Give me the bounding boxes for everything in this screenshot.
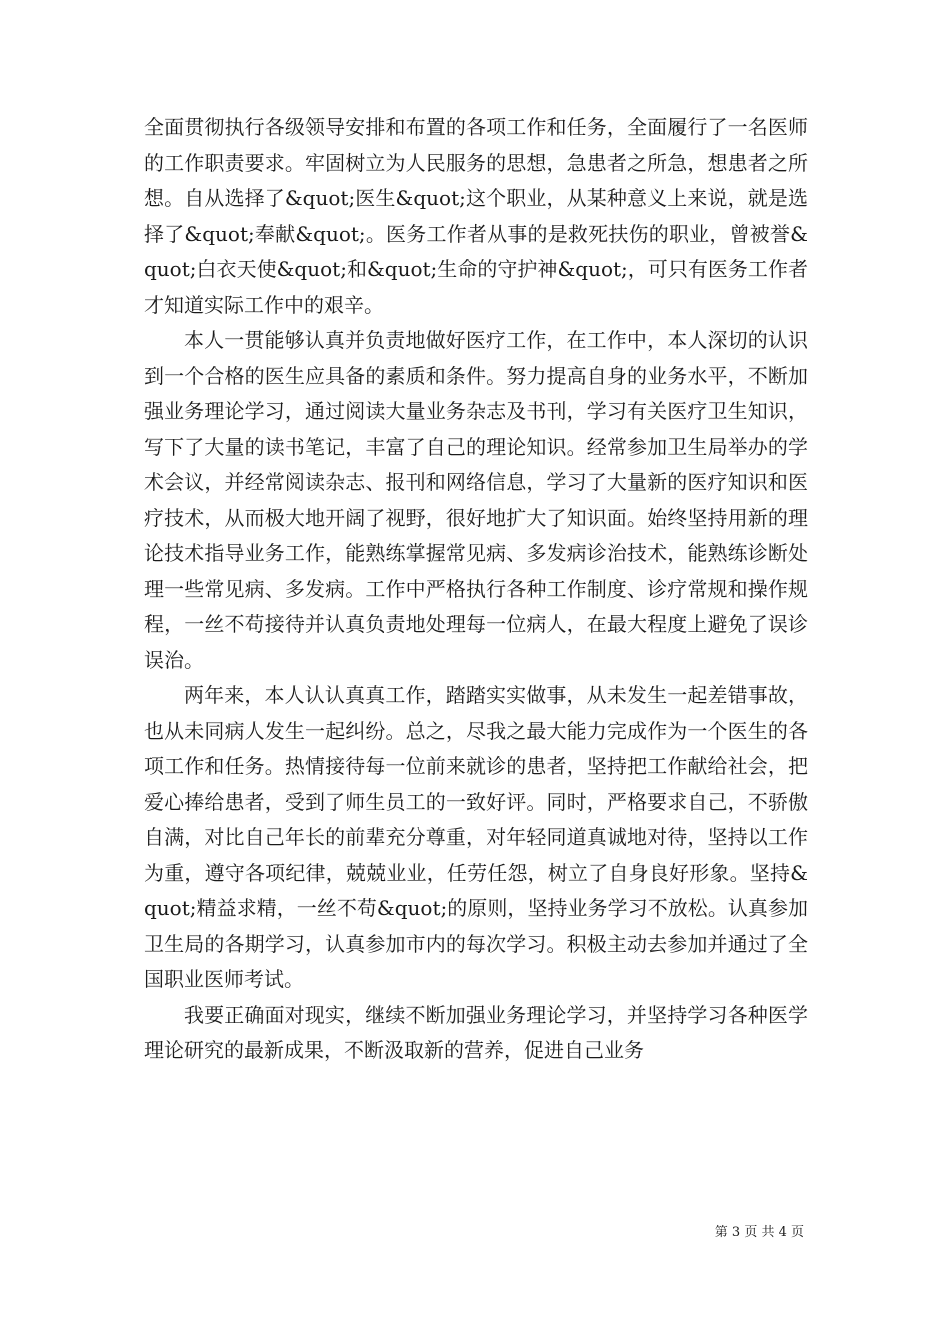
paragraph-2: 本人一贯能够认真并负责地做好医疗工作，在工作中，本人深切的认识到一个合格的医生应具备的素质和条件。努力提高自身的业务水平，不断加强业务理论学习，通过阅读大量业务杂志及书刊，学习有关医疗卫生知识，写下了大量的读书笔记，丰富了自己的理论知识。经常参加卫生局举办的学术会议，并经常阅读杂志、报刊和网络信息，学习了大量新的医疗知识和医疗技术，从而极大地开阔了视野，很好地扩大了知识面。始终坚持用新的理论技术指导业务工作，能熟练掌握常见病、多发病诊治技术，能熟练诊断处理一些常见病、多发病。工作中严格执行各种工作制度、诊疗常规和操作规程，一丝不苟接待并认真负责地处理每一位病人，在最大程度上避免了误诊误治。	[144, 328, 808, 672]
paragraph-3: 两年来，本人认认真真工作，踏踏实实做事，从未发生一起差错事故，也从未同病人发生一起纠纷。总之，尽我之最大能力完成作为一个医生的各项工作和任务。热情接待每一位前来就诊的患者，坚持把工作献给社会，把爱心捧给患者，受到了师生员工的一致好评。同时，严格要求自己，不骄傲自满，对比自己年长的前辈充分尊重，对年轻同道真诚地对待，坚持以工作为重，遵守各项纪律，兢兢业业，任劳任怨，树立了自身良好形象。坚持&quot;精益求精，一丝不苟&quot;的原则，坚持业务学习不放松。认真参加卫生局的各期学习，认真参加市内的每次学习。积极主动去参加并通过了全国职业医师考试。	[144, 683, 808, 991]
document-body	[144, 110, 808, 1069]
paragraph-1: 全面贯彻执行各级领导安排和布置的各项工作和任务，全面履行了一名医师的工作职责要求。牢固树立为人民服务的思想，急患者之所急，想患者之所想。自从选择了&quot;医生&quot;这个职业，从某种意义上来说，就是选择了&quot;奉献&quot;。医务工作者从事的是救死扶伤的职业，曾被誉&quot;白衣天使&quot;和&quot;生命的守护神&quot;，可只有医务工作者才知道实际工作中的艰辛。	[144, 115, 808, 317]
paragraph-4: 我要正确面对现实，继续不断加强业务理论学习，并坚持学习各种医学理论研究的最新成果，不断汲取新的营养，促进自己业务	[144, 1002, 808, 1062]
page-number-footer: 第 3 页 共 4 页	[714, 1225, 804, 1240]
